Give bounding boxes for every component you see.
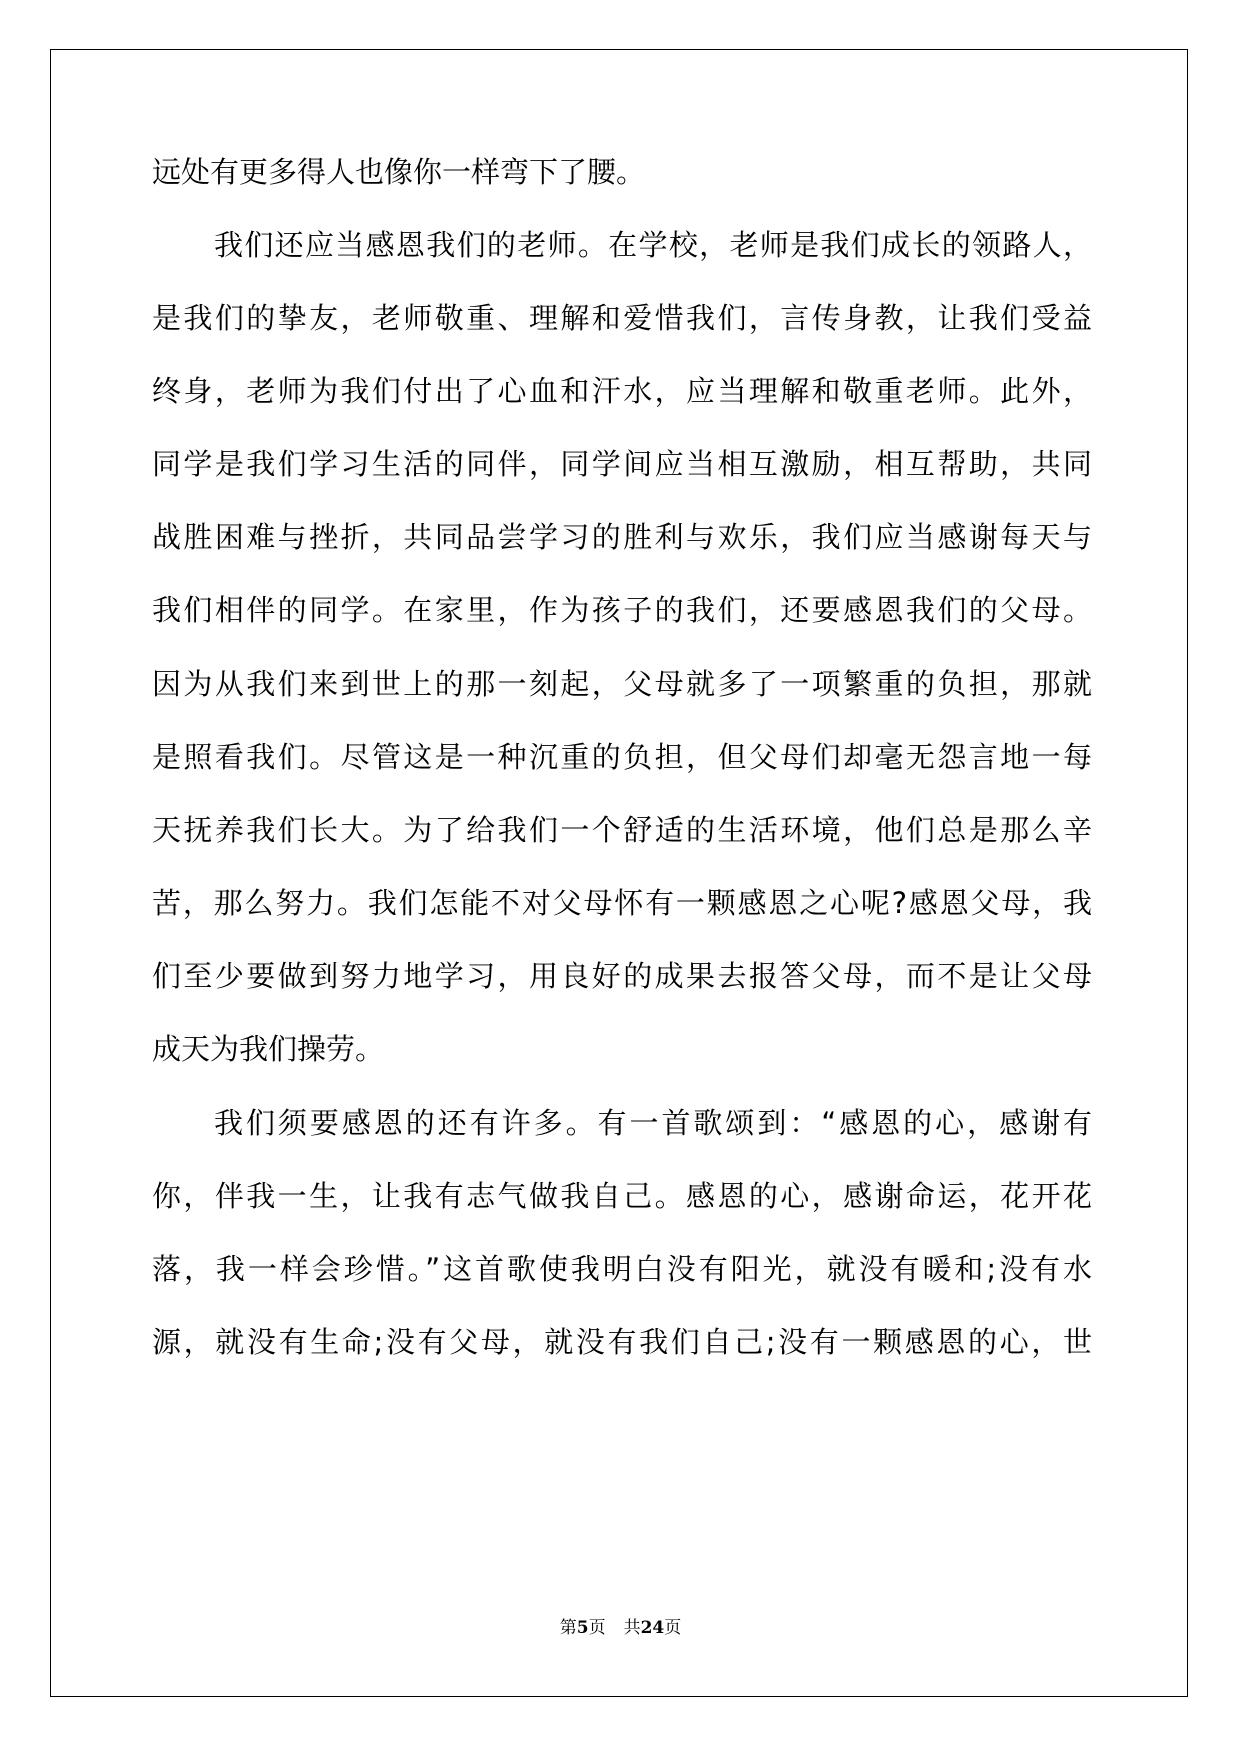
page-total: 24 (640, 1618, 665, 1638)
text-line: 你，伴我一生，让我有志气做我自己。感恩的心，感谢命运，花开花 (152, 1179, 1092, 1213)
text-line: 是照看我们。尽管这是一种沉重的负担，但父母们却毫无怨言地一每 (152, 740, 1092, 774)
text-line: 是我们的挚友，老师敬重、理解和爱惜我们，言传身教，让我们受益 (152, 301, 1092, 335)
text-line: 同学是我们学习生活的同伴，同学间应当相互激励，相互帮助，共同 (152, 447, 1092, 481)
total-prefix: 共 (623, 1618, 641, 1638)
text-line: 成天为我们操劳。 (152, 1032, 385, 1066)
text-line: 天抚养我们长大。为了给我们一个舒适的生活环境，他们总是那么辛 (152, 813, 1092, 847)
text-line: 我们须要感恩的还有许多。有一首歌颂到：“感恩的心，感谢有 (214, 1106, 1092, 1140)
text-line: 因为从我们来到世上的那一刻起，父母就多了一项繁重的负担，那就 (152, 667, 1092, 701)
text-line: 苦，那么努力。我们怎能不对父母怀有一颗感恩之心呢?感恩父母，我 (152, 886, 1092, 920)
page-footer (0, 1616, 1241, 1640)
page-number: 5 (576, 1618, 589, 1638)
total-suffix: 页 (664, 1618, 682, 1638)
text-line: 战胜困难与挫折，共同品尝学习的胜利与欢乐，我们应当感谢每天与 (152, 520, 1092, 554)
text-line: 我们还应当感恩我们的老师。在学校，老师是我们成长的领路人， (214, 228, 1092, 262)
text-line: 源，就没有生命;没有父母，就没有我们自己;没有一颗感恩的心，世 (152, 1325, 1092, 1359)
text-line: 我们相伴的同学。在家里，作为孩子的我们，还要感恩我们的父母。 (152, 593, 1092, 627)
text-line: 远处有更多得人也像你一样弯下了腰。 (152, 155, 646, 189)
text-line: 终身，老师为我们付出了心血和汗水，应当理解和敬重老师。此外， (152, 374, 1092, 408)
page-suffix: 页 (588, 1618, 606, 1638)
text-line: 们至少要做到努力地学习，用良好的成果去报答父母，而不是让父母 (152, 959, 1092, 993)
text-line: 落，我一样会珍惜。”这首歌使我明白没有阳光，就没有暖和;没有水 (152, 1252, 1092, 1286)
page-prefix: 第 (559, 1618, 577, 1638)
page-border (50, 49, 1188, 1697)
